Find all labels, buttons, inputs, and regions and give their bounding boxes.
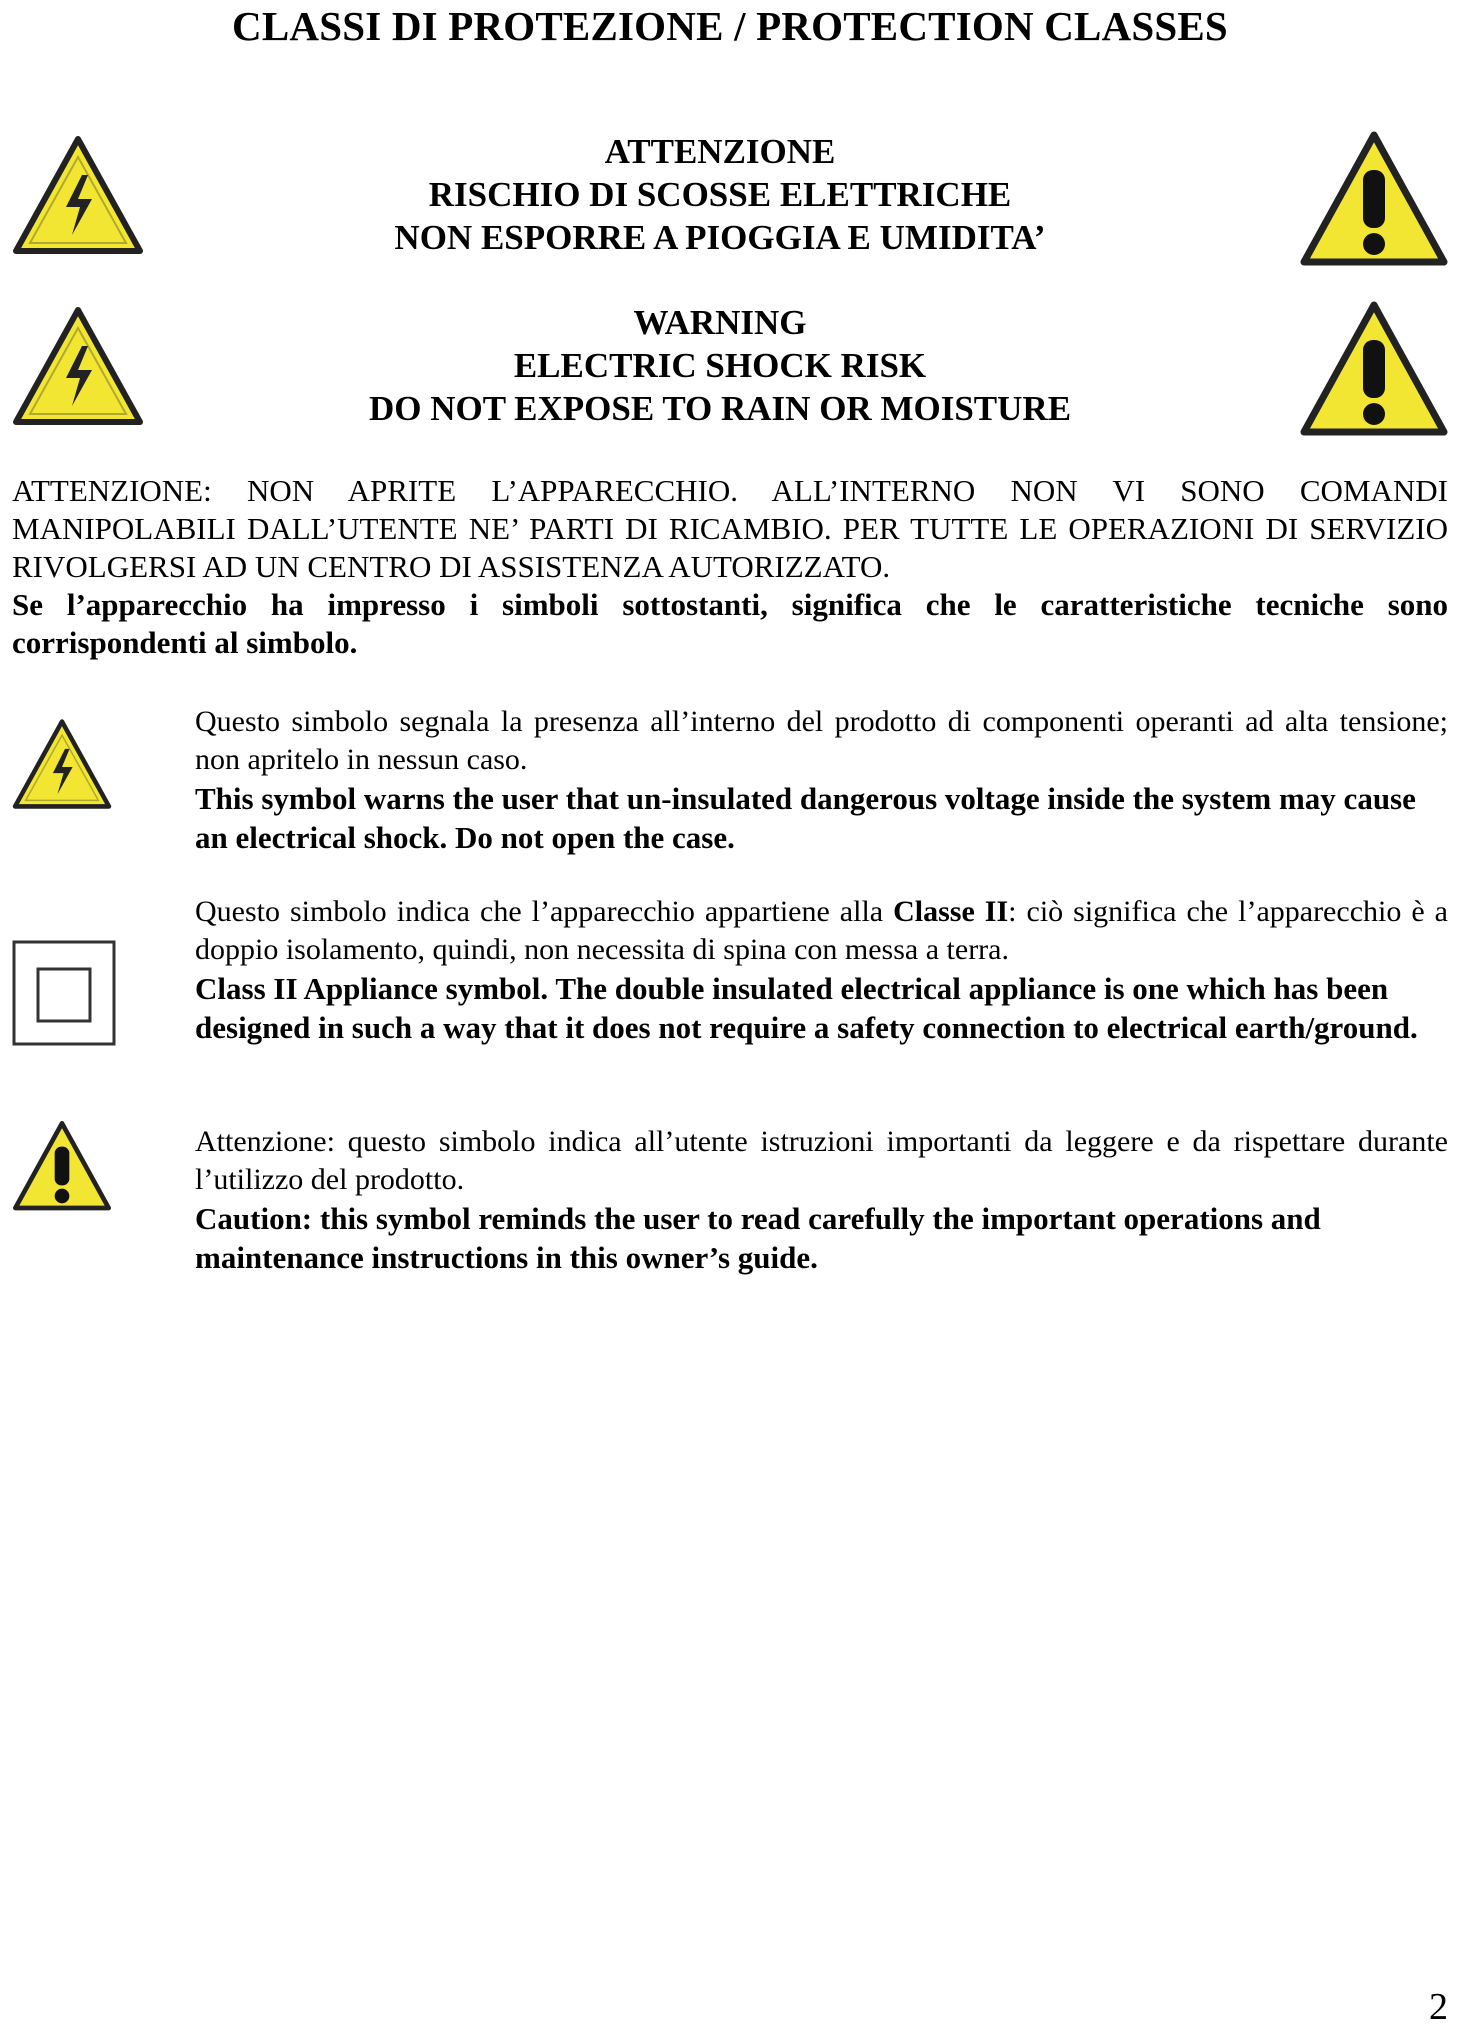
intro-paragraph xyxy=(12,472,1448,662)
symbol-text-italian: Attenzione: questo simbolo indica all’utente istruzioni importanti da leggere e da rispettare durante l’utilizzo del prodotto. xyxy=(195,1125,1448,1196)
electric-shock-icon xyxy=(12,718,112,810)
symbol-text-english: Caution: this symbol reminds the user to read carefully the important operations and maintenance instructions in this owner’s guide. xyxy=(195,1201,1321,1275)
symbol-description xyxy=(195,893,1448,1047)
symbol-text-italian: Questo simbolo indica che l’apparecchio appartiene alla Classe II: ciò significa che l’apparecchio è a doppio isolamento, quindi, non necessita di spina con messa a terra. xyxy=(195,895,1448,966)
warning-line: NON ESPORRE A PIOGGIA E UMIDITA’ xyxy=(394,218,1046,257)
symbols-note: Se l’apparecchio ha impresso i simboli sottostanti, significa che le caratteristiche tecniche sono corrispondenti al simbolo. xyxy=(12,587,1448,660)
symbol-text-italian: Questo simbolo segnala la presenza all’interno del prodotto di componenti operanti ad alta tensione; non apritelo in nessun caso. xyxy=(195,705,1448,776)
warning-line: ELECTRIC SHOCK RISK xyxy=(513,346,927,385)
warning-english xyxy=(190,301,1250,430)
warning-italian xyxy=(190,130,1250,259)
warning-heading: ATTENZIONE xyxy=(604,132,836,171)
symbol-text-english: Class II Appliance symbol. The double insulated electrical appliance is one which has been designed in such a way that it does not require a safety connection to electrical earth/ground. xyxy=(195,971,1418,1045)
symbol-description xyxy=(195,703,1448,857)
class-ii-double-insulation-icon xyxy=(12,940,116,1046)
symbol-text-english: This symbol warns the user that un-insulated dangerous voltage inside the system may cause an electrical shock. Do not open the case. xyxy=(195,781,1416,855)
electric-shock-icon xyxy=(12,135,144,255)
class-ii-label: Classe II xyxy=(893,895,1009,928)
warning-heading: WARNING xyxy=(633,303,807,342)
symbol-description xyxy=(195,1123,1448,1277)
page-number: 2 xyxy=(1429,1986,1448,2028)
exclamation-warning-icon xyxy=(12,1120,112,1212)
caution-text: ATTENZIONE: NON APRITE L’APPARECCHIO. ALL’INTERNO NON VI SONO COMANDI MANIPOLABILI DALL’UTENTE NE’ PARTI DI RICAMBIO. PER TUTTE LE OPERAZIONI DI SERVIZIO RIVOLGERSI AD UN CENTRO DI ASSISTENZA AUTORIZZATO. xyxy=(12,473,1448,584)
page-title: CLASSI DI PROTEZIONE / PROTECTION CLASSES xyxy=(232,3,1228,49)
exclamation-warning-icon xyxy=(1300,130,1448,268)
warning-line: DO NOT EXPOSE TO RAIN OR MOISTURE xyxy=(368,389,1072,428)
exclamation-warning-icon xyxy=(1300,300,1448,438)
warning-line: RISCHIO DI SCOSSE ELETTRICHE xyxy=(428,175,1012,214)
electric-shock-icon xyxy=(12,306,144,426)
